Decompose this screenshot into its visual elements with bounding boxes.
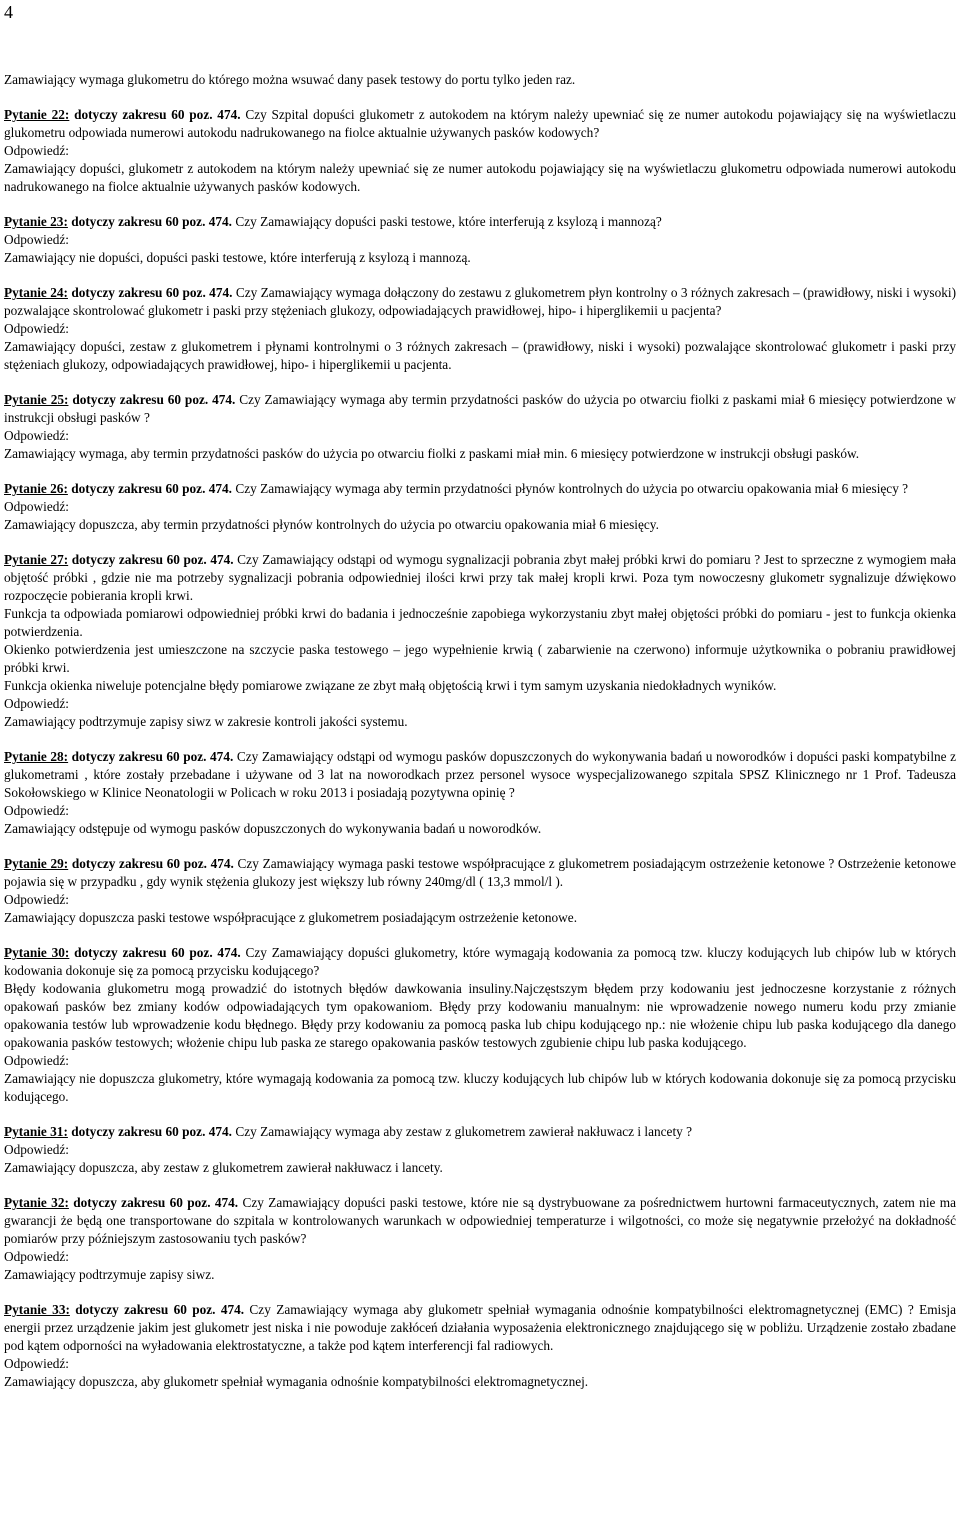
question-heading [4, 107, 241, 122]
intro-text: Zamawiający wymaga glukometru do którego można wsuwać dany pasek testowy do portu tylko jeden raz. [4, 72, 576, 87]
answer-label: Odpowiedź: [4, 428, 69, 443]
question-heading [4, 552, 234, 567]
qa-block [4, 1123, 956, 1177]
question-number: Pytanie 28: [4, 749, 69, 764]
answer-label: Odpowiedź: [4, 803, 69, 818]
question-number: Pytanie 24: [4, 285, 68, 300]
answer-label: Odpowiedź: [4, 1142, 69, 1157]
question-number: Pytanie 26: [4, 481, 68, 496]
question-scope: dotyczy zakresu 60 poz. 474. [69, 1302, 245, 1317]
qa-block [4, 855, 956, 927]
question-scope: dotyczy zakresu 60 poz. 474. [68, 552, 234, 567]
question-number: Pytanie 31: [4, 1124, 68, 1139]
question-number: Pytanie 25: [4, 392, 69, 407]
answer-label: Odpowiedź: [4, 232, 69, 247]
question-text: Czy Zamawiający wymaga aby zestaw z glukometrem zawierał nakłuwacz i lancety ? [232, 1124, 693, 1139]
question-scope: dotyczy zakresu 60 poz. 474. [68, 1195, 239, 1210]
answer-label: Odpowiedź: [4, 143, 69, 158]
answer-label: Odpowiedź: [4, 1356, 69, 1371]
question-number: Pytanie 29: [4, 856, 69, 871]
question-text: Czy Zamawiający wymaga aby glukometr spełniał wymagania odnośnie kompatybilności elektromagnetycznej (EMC) ? Emisja energii przez urządzenie jakim jest glukometr jest niska i nie powoduje zakłóceń działania wyposażenia elektronicznego znajdującego się w pobliżu. Urządzenie zostało zbadane pod kątem odporności na wyładowania elektrostatyczne, a także pod kątem interferencji fal radiowych. [4, 1302, 956, 1353]
question-heading [4, 1302, 244, 1317]
qa-block [4, 748, 956, 838]
question-scope: dotyczy zakresu 60 poz. 474. [67, 285, 233, 300]
qa-block [4, 391, 956, 463]
question-extra-paragraph: Funkcja ta odpowiada pomiarowi odpowiedniej próbki krwi do badania i jednocześnie zapobiega wykorzystaniu zbyt małej objętości próbki do pomiaru - jest to funkcja okienka potwierdzenia. [4, 606, 956, 639]
answer-label: Odpowiedź: [4, 1053, 69, 1068]
question-heading [4, 285, 232, 300]
question-extra-paragraph: Funkcja okienka niweluje potencjalne błędy pomiarowe związane ze zbyt małą objętością krwi i tym samym uzyskania niedokładnych wyników. [4, 678, 777, 693]
question-text: Czy Zamawiający wymaga paski testowe współpracujące z glukometrem posiadającym ostrzeżenie ketonowe ? Ostrzeżenie ketonowe pojawia się w przypadku , gdy wynik stężenia glukozy jest większy lub równy 240mg/dl ( 13,3 mmol/l ). [4, 856, 956, 889]
qa-block [4, 944, 956, 1106]
question-number: Pytanie 27: [4, 552, 69, 567]
question-number: Pytanie 22: [4, 107, 70, 122]
question-scope: dotyczy zakresu 60 poz. 474. [67, 1124, 232, 1139]
question-extra-paragraph: Błędy kodowania glukometru mogą prowadzić do istotnych błędów dawkowania insuliny.Najczęstszym błędem przy kodowaniu jest jednoczesne korzystanie z różnych opakowań pasków bez zmiany kodów odpowiadających tym opakowaniom. Błędy przy kodowaniu manualnym: nie wprowadzenie nowego numeru kodu przy zmianie opakowania testów lub wprowadzenie kodu błędnego. Błędy przy kodowaniu za pomocą paska lub chipu kodującego np.: nie włożenie chipu lub paska kodującego dla danego opakowania pasków testowych; włożenie chipu lub paska ze starego opakowania pasków testowych zgubienie chipu lub paska kodującego. [4, 981, 956, 1050]
question-paragraph [4, 1194, 956, 1248]
qa-block [4, 551, 956, 731]
question-text: Czy Zamawiający wymaga aby termin przydatności pasków do użycia po otwarciu fiolki z paskami miał 6 miesięcy potwierdzone w instrukcji obsługi pasków ? [4, 392, 957, 425]
qa-block [4, 106, 956, 196]
answer-text: Zamawiający wymaga, aby termin przydatności pasków do użycia po otwarciu fiolki z paskami miał min. 6 miesięcy potwierdzone w instrukcji obsługi pasków. [4, 446, 860, 461]
answer-label: Odpowiedź: [4, 696, 69, 711]
question-text: Czy Zamawiający odstąpi od wymogu sygnalizacji pobrania zbyt małej próbki krwi do pomiaru ? Jest to sprzeczne z wymogiem mała objętość próbki , gdzie nie ma potrzeby sygnalizacji pobrania odpowiedniej ilości krwi przy tak małej kropli krwi. Poza tym nowoczesny glukometr sygnalizuje dźwiękowo rozpoczęcie pobierania kropli krwi. [4, 552, 956, 603]
question-scope: dotyczy zakresu 60 poz. 474. [68, 392, 236, 407]
question-heading [4, 392, 235, 407]
question-heading [4, 856, 234, 871]
question-text: Czy Zamawiający dopuści paski testowe, które nie są dystrybuowane za pośrednictwem hurtowni farmaceutycznych, zatem nie ma gwarancji że będą one transportowane do szpitala w kontrolowanych warunkach w odpowiedniej temperaturze i wilgotności, co może się negatywnie przełożyć na dokładność pomiarów przy późniejszym zastosowaniu tych pasków? [4, 1195, 957, 1246]
answer-text: Zamawiający podtrzymuje zapisy siwz w zakresie kontroli jakości systemu. [4, 714, 408, 729]
question-paragraph [4, 1123, 956, 1141]
question-text: Czy Zamawiający wymaga aby termin przydatności płynów kontrolnych do użycia po otwarciu opakowania miał 6 miesięcy ? [232, 481, 909, 496]
qa-list [4, 106, 956, 1391]
question-number: Pytanie 32: [4, 1195, 69, 1210]
answer-text: Zamawiający dopuszcza, aby zestaw z glukometrem zawierał nakłuwacz i lancety. [4, 1160, 443, 1175]
answer-label: Odpowiedź: [4, 1249, 69, 1264]
answer-text: Zamawiający podtrzymuje zapisy siwz. [4, 1267, 215, 1282]
question-scope: dotyczy zakresu 60 poz. 474. [68, 856, 234, 871]
question-scope: dotyczy zakresu 60 poz. 474. [67, 214, 232, 229]
question-paragraph [4, 391, 956, 427]
page-number: 4 [4, 2, 13, 22]
question-heading [4, 945, 241, 960]
answer-label: Odpowiedź: [4, 892, 69, 907]
qa-block [4, 284, 956, 374]
question-text: Czy Zamawiający dopuści paski testowe, które interferują z ksylozą i mannozą? [232, 214, 662, 229]
qa-block [4, 1194, 956, 1284]
question-heading [4, 749, 233, 764]
question-scope: dotyczy zakresu 60 poz. 474. [69, 107, 241, 122]
question-number: Pytanie 30: [4, 945, 70, 960]
answer-text: Zamawiający dopuszcza, aby glukometr spełniał wymagania odnośnie kompatybilności elektromagnetycznej. [4, 1374, 589, 1389]
answer-text: Zamawiający dopuszcza paski testowe współpracujące z glukometrem posiadającym ostrzeżenie ketonowe. [4, 910, 578, 925]
question-heading [4, 481, 232, 496]
answer-text: Zamawiający nie dopuści, dopuści paski testowe, które interferują z ksylozą i mannozą. [4, 250, 471, 265]
question-text: Czy Zamawiający odstąpi od wymogu pasków dopuszczonych do wykonywania badań u noworodków i dopuści paski kompatybilne z glukometrami , które zostały przebadane i używane od 3 lat na noworodkach przez personel wysoce wyspecjalizowanego szpitala SPSZ Klinicznego nr 1 Prof. Tadeusza Sokołowskiego w Klinice Neonatologii w Policach w roku 2013 i posiadają pozytywna opinię ? [4, 749, 957, 800]
question-heading [4, 214, 232, 229]
qa-block [4, 213, 956, 267]
question-text: Czy Zamawiający wymaga dołączony do zestawu z glukometrem płyn kontrolny o 3 różnych zakresach – (prawidłowy, niski i wysoki) pozwalające skontrolować glukometr i paski przy stężeniach glukozy, odpowiadających prawidłowej, hipo- i hiperglikemii u pacjenta? [4, 285, 957, 318]
question-paragraph [4, 213, 956, 231]
qa-block [4, 1301, 956, 1391]
answer-text: Zamawiający dopuści, zestaw z glukometrem i płynami kontrolnymi o 3 różnych zakresach – (prawidłowy, niski i wysoki) pozwalające skontrolować glukometr i paski przy stężeniach glukozy, odpowiadających prawidłowej, hipo- i hiperglikemii u pacjenta. [4, 339, 956, 372]
answer-label: Odpowiedź: [4, 321, 69, 336]
question-paragraph [4, 944, 956, 980]
answer-text: Zamawiający dopuści, glukometr z autokodem na którym należy upewniać się ze numer autokodu pojawiający się na wyświetlaczu glukometru odpowiada numerowi autokodu nadrukowanego na fiolce aktualnie używanych pasków kodowych. [4, 161, 956, 194]
question-scope: dotyczy zakresu 60 poz. 474. [68, 749, 234, 764]
question-extra-paragraph: Okienko potwierdzenia jest umieszczone na szczycie paska testowego – jego wypełnienie krwią ( zabarwienie na czerwono) informuje użytkownika o pobraniu prawidłowej próbki krwi. [4, 642, 956, 675]
question-scope: dotyczy zakresu 60 poz. 474. [67, 481, 232, 496]
question-number: Pytanie 23: [4, 214, 68, 229]
answer-text: Zamawiający nie dopuszcza glukometry, które wymagają kodowania za pomocą tzw. kluczy kodujących lub chipów lub w których kodowania dokonuje się za pomocą przycisku kodującego. [4, 1071, 956, 1104]
qa-block [4, 480, 956, 534]
question-heading [4, 1195, 238, 1210]
question-paragraph [4, 284, 956, 320]
question-number: Pytanie 33: [4, 1302, 70, 1317]
question-paragraph [4, 1301, 956, 1355]
answer-text: Zamawiający dopuszcza, aby termin przydatności płynów kontrolnych do użycia po otwarciu opakowania miał 6 miesięcy. [4, 517, 659, 532]
intro-block [4, 71, 956, 89]
question-paragraph [4, 551, 956, 605]
question-heading [4, 1124, 232, 1139]
question-paragraph [4, 748, 956, 802]
answer-text: Zamawiający odstępuje od wymogu pasków dopuszczonych do wykonywania badań u noworodków. [4, 821, 542, 836]
answer-label: Odpowiedź: [4, 499, 69, 514]
question-paragraph [4, 480, 956, 498]
question-paragraph [4, 106, 956, 142]
question-text: Czy Szpital dopuści glukometr z autokodem na którym należy upewniać się ze numer autokodu pojawiający się na wyświetlaczu glukometru odpowiada numerowi autokodu nadrukowanego na fiolce aktualnie używanych pasków kodowych? [4, 107, 957, 140]
question-paragraph [4, 855, 956, 891]
document-body [4, 71, 956, 1408]
question-scope: dotyczy zakresu 60 poz. 474. [69, 945, 241, 960]
question-text: Czy Zamawiający dopuści glukometry, które wymagają kodowania za pomocą tzw. kluczy kodujących lub chipów lub w których kodowania dokonuje się za pomocą przycisku kodującego? [4, 945, 957, 978]
